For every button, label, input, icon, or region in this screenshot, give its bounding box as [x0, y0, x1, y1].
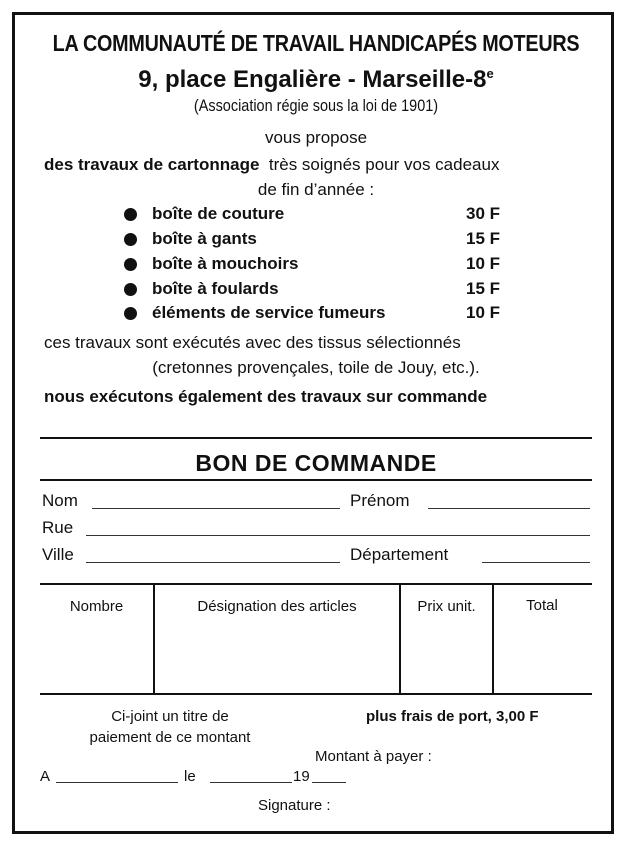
proposes-text: vous propose — [264, 128, 368, 147]
table-top-border — [40, 583, 592, 585]
column-header-total: Total — [526, 597, 558, 614]
column-header-nombre: Nombre — [69, 598, 124, 615]
item-price: 30 F — [466, 204, 501, 223]
item-price: 15 F — [466, 229, 501, 248]
address-superscript: e — [486, 66, 494, 81]
association-note: (Association régie sous la loi de 1901) — [193, 96, 439, 115]
year-input-line[interactable] — [312, 782, 346, 783]
offer-line-2: de fin d’année : — [257, 180, 375, 199]
list-item — [124, 303, 524, 325]
offer-bold: des travaux de cartonnage — [44, 155, 260, 174]
rue-input-line[interactable] — [86, 535, 590, 536]
list-item — [124, 229, 524, 251]
address — [0, 66, 632, 94]
ville-label: Ville — [42, 545, 74, 564]
bullet-icon — [124, 208, 137, 221]
date-label: le — [184, 768, 196, 785]
item-name: boîte à gants — [152, 229, 257, 248]
shipping-cost: plus frais de port, 3,00 F — [366, 708, 539, 725]
place-label: A — [40, 768, 51, 785]
departement-label: Département — [350, 545, 449, 564]
item-name: éléments de service fumeurs — [152, 303, 386, 322]
item-price: 10 F — [466, 254, 501, 273]
bullet-icon — [124, 233, 137, 246]
closing-line-1: ces travaux sont exécutés avec des tissus sélectionnés — [44, 333, 461, 352]
bullet-icon — [124, 307, 137, 320]
date-input-line[interactable] — [210, 782, 292, 783]
item-name: boîte à foulards — [152, 279, 279, 298]
payment-line-2: paiement de ce montant — [89, 729, 251, 746]
nom-label: Nom — [42, 491, 78, 510]
offer-line — [44, 155, 499, 175]
address-text: 9, place Engalière - Marseille-8 — [138, 66, 487, 93]
prenom-input-line[interactable] — [428, 508, 590, 509]
rue-label: Rue — [42, 518, 74, 537]
column-header-prix: Prix unit. — [417, 598, 476, 615]
list-item — [124, 254, 524, 276]
closing-line-3: nous exécutons également des travaux sur commande — [44, 387, 488, 406]
organization-title: LA COMMUNAUTÉ DE TRAVAIL HANDICAPÉS MOTEURS — [52, 30, 580, 56]
item-name: boîte à mouchoirs — [152, 254, 299, 273]
signature-label: Signature : — [258, 797, 331, 814]
payment-line-1: Ci-joint un titre de — [111, 708, 229, 725]
item-price: 10 F — [466, 303, 501, 322]
item-name: boîte de couture — [152, 204, 285, 223]
divider — [40, 479, 592, 481]
amount-to-pay-label: Montant à payer : — [315, 748, 432, 765]
list-item — [124, 279, 524, 301]
prenom-label: Prénom — [350, 491, 410, 510]
closing-line-2: (cretonnes provençales, toile de Jouy, etc.). — [152, 358, 480, 377]
bullet-icon — [124, 283, 137, 296]
nombre-cell[interactable] — [42, 630, 152, 631]
offer-rest: très soignés pour vos cadeaux — [268, 155, 500, 174]
bullet-icon — [124, 258, 137, 271]
table-bottom-border — [40, 693, 592, 695]
departement-input-line[interactable] — [482, 562, 590, 563]
ville-input-line[interactable] — [86, 562, 340, 563]
order-form-title: BON DE COMMANDE — [195, 450, 437, 476]
list-item — [124, 204, 524, 226]
item-price: 15 F — [466, 279, 501, 298]
divider — [40, 437, 592, 439]
place-input-line[interactable] — [56, 782, 178, 783]
nom-input-line[interactable] — [92, 508, 340, 509]
year-prefix: 19 — [293, 768, 310, 785]
column-header-designation: Désignation des articles — [197, 598, 357, 615]
